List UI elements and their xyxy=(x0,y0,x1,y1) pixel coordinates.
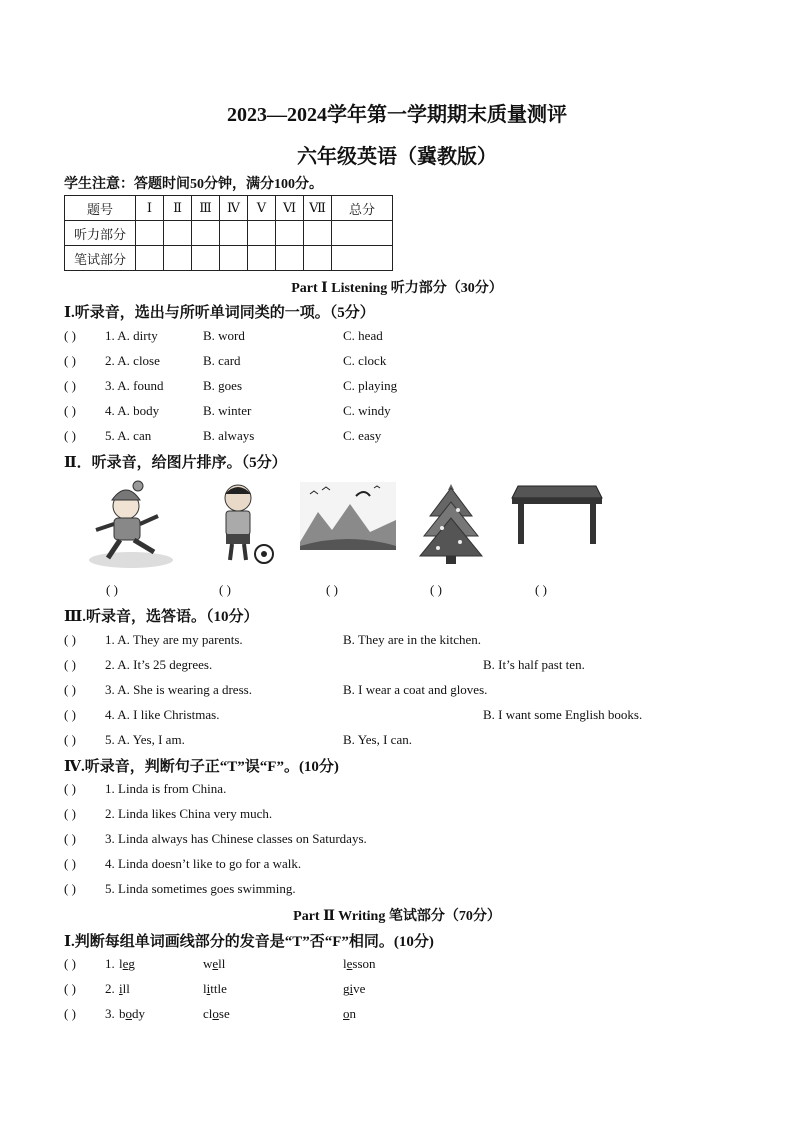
score-cell[interactable] xyxy=(192,221,220,246)
option-b: B. goes xyxy=(203,378,242,393)
table-header-cell: Ⅰ xyxy=(136,196,164,221)
table-header-cell: 题号 xyxy=(65,196,136,221)
answer-bracket[interactable]: ( ) xyxy=(64,881,76,896)
word-3: on xyxy=(343,1006,356,1021)
word-2: little xyxy=(203,981,227,996)
word-3: lesson xyxy=(343,956,376,971)
sec4-heading: Ⅳ.听录音，判断句子正“T”误“F”。(10分) xyxy=(64,759,339,775)
score-cell[interactable] xyxy=(136,246,164,271)
exam-subtitle: 六年级英语（冀教版） xyxy=(297,146,497,168)
exam-title: 2023—2024学年第一学期期末质量测评 xyxy=(227,104,567,126)
score-cell[interactable] xyxy=(220,246,248,271)
answer-bracket[interactable]: ( ) xyxy=(64,707,76,722)
option-b: B. I wear a coat and gloves. xyxy=(343,682,488,697)
answer-bracket[interactable]: ( ) xyxy=(64,353,76,368)
option-b: B. I want some English books. xyxy=(483,707,643,722)
answer-bracket[interactable]: ( ) xyxy=(64,328,76,343)
table-header-cell: Ⅶ xyxy=(304,196,332,221)
option-b: B. Yes, I can. xyxy=(343,732,412,747)
table-header-cell: Ⅳ xyxy=(220,196,248,221)
option-c: C. head xyxy=(343,328,383,343)
option-b: B. word xyxy=(203,328,245,343)
table-header-cell: Ⅴ xyxy=(248,196,276,221)
part1-heading: Part Ⅰ Listening 听力部分（30分） xyxy=(291,281,503,296)
word-2: close xyxy=(203,1006,230,1021)
answer-bracket[interactable]: ( ) xyxy=(64,806,76,821)
option-a: 5. A. Yes, I am. xyxy=(105,732,185,747)
score-cell[interactable] xyxy=(332,246,393,271)
option-a: 2. A. close xyxy=(105,353,160,368)
option-b: B. card xyxy=(203,353,241,368)
sec3-heading: Ⅲ.听录音，选答语。（10分） xyxy=(64,609,259,625)
table-header-cell: 总分 xyxy=(332,196,393,221)
sec2-heading: Ⅱ．听录音，给图片排序。（5分） xyxy=(64,455,287,471)
picture-order-bracket[interactable]: ( ) xyxy=(535,582,547,597)
statement-text: 5. Linda sometimes goes swimming. xyxy=(105,881,296,896)
option-a: 1. A. They are my parents. xyxy=(105,632,243,647)
option-b: B. It’s half past ten. xyxy=(483,657,585,672)
score-cell[interactable] xyxy=(164,221,192,246)
option-a: 5. A. can xyxy=(105,428,152,443)
statement-text: 4. Linda doesn’t like to go for a walk. xyxy=(105,856,302,871)
option-b: B. always xyxy=(203,428,255,443)
answer-bracket[interactable]: ( ) xyxy=(64,428,76,443)
word-2: well xyxy=(203,956,226,971)
score-cell[interactable] xyxy=(332,221,393,246)
option-a: 2. A. It’s 25 degrees. xyxy=(105,657,213,672)
table-header-row xyxy=(65,196,393,221)
statement-text: 1. Linda is from China. xyxy=(105,781,227,796)
option-a: 1. A. dirty xyxy=(105,328,158,343)
score-cell[interactable] xyxy=(136,221,164,246)
boy-with-ball-picture xyxy=(208,478,278,568)
word-3: give xyxy=(343,981,366,996)
christmas-tree-picture xyxy=(418,480,484,566)
score-cell[interactable] xyxy=(304,246,332,271)
option-a: 4. A. I like Christmas. xyxy=(105,707,220,722)
answer-bracket[interactable]: ( ) xyxy=(64,403,76,418)
table-header-cell: Ⅵ xyxy=(276,196,304,221)
score-cell[interactable] xyxy=(276,221,304,246)
option-c: C. clock xyxy=(343,353,387,368)
answer-bracket[interactable]: ( ) xyxy=(64,657,76,672)
answer-bracket[interactable]: ( ) xyxy=(64,956,76,971)
answer-bracket[interactable]: ( ) xyxy=(64,856,76,871)
table-row xyxy=(65,221,393,246)
student-notice: 学生注意：答题时间50分钟，满分100分。 xyxy=(64,177,323,192)
answer-bracket[interactable]: ( ) xyxy=(64,831,76,846)
score-cell[interactable] xyxy=(248,221,276,246)
option-b: B. They are in the kitchen. xyxy=(343,632,482,647)
answer-bracket[interactable]: ( ) xyxy=(64,682,76,697)
word-1: body xyxy=(119,1006,145,1021)
option-a: 4. A. body xyxy=(105,403,160,418)
answer-bracket[interactable]: ( ) xyxy=(64,632,76,647)
statement-text: 2. Linda likes China very much. xyxy=(105,806,273,821)
table-picture xyxy=(510,482,604,548)
question-number: 2. xyxy=(105,981,115,996)
picture-order-bracket[interactable]: ( ) xyxy=(430,582,442,597)
score-cell[interactable] xyxy=(248,246,276,271)
picture-order-bracket[interactable]: ( ) xyxy=(326,582,338,597)
picture-order-bracket[interactable]: ( ) xyxy=(219,582,231,597)
answer-bracket[interactable]: ( ) xyxy=(64,378,76,393)
score-cell[interactable] xyxy=(276,246,304,271)
answer-bracket[interactable]: ( ) xyxy=(64,781,76,796)
score-cell[interactable] xyxy=(192,246,220,271)
word-1: ill xyxy=(119,981,130,996)
option-c: C. windy xyxy=(343,403,391,418)
skating-child-picture xyxy=(86,478,176,570)
answer-bracket[interactable]: ( ) xyxy=(64,732,76,747)
score-cell[interactable] xyxy=(304,221,332,246)
question-number: 1. xyxy=(105,956,115,971)
sec5-heading: Ⅰ.判断每组单词画线部分的发音是“T”否“F”相同。(10分) xyxy=(64,934,434,950)
table-row xyxy=(65,246,393,271)
score-table xyxy=(64,195,393,271)
score-cell[interactable] xyxy=(220,221,248,246)
option-b: B. winter xyxy=(203,403,252,418)
landscape-birds-picture xyxy=(300,482,396,550)
question-number: 3. xyxy=(105,1006,115,1021)
option-a: 3. A. She is wearing a dress. xyxy=(105,682,252,697)
answer-bracket[interactable]: ( ) xyxy=(64,981,76,996)
part2-heading: Part Ⅱ Writing 笔试部分（70分） xyxy=(293,909,501,924)
option-c: C. playing xyxy=(343,378,398,393)
table-header-cell: Ⅲ xyxy=(192,196,220,221)
option-a: 3. A. found xyxy=(105,378,164,393)
statement-text: 3. Linda always has Chinese classes on Saturdays. xyxy=(105,831,367,846)
picture-order-bracket[interactable]: ( ) xyxy=(106,582,118,597)
row-label: 笔试部分 xyxy=(65,246,136,271)
score-cell[interactable] xyxy=(164,246,192,271)
option-c: C. easy xyxy=(343,428,382,443)
sec1-heading: Ⅰ.听录音，选出与所听单词同类的一项。（5分） xyxy=(64,305,375,321)
row-label: 听力部分 xyxy=(65,221,136,246)
answer-bracket[interactable]: ( ) xyxy=(64,1006,76,1021)
word-1: leg xyxy=(119,956,135,971)
table-header-cell: Ⅱ xyxy=(164,196,192,221)
